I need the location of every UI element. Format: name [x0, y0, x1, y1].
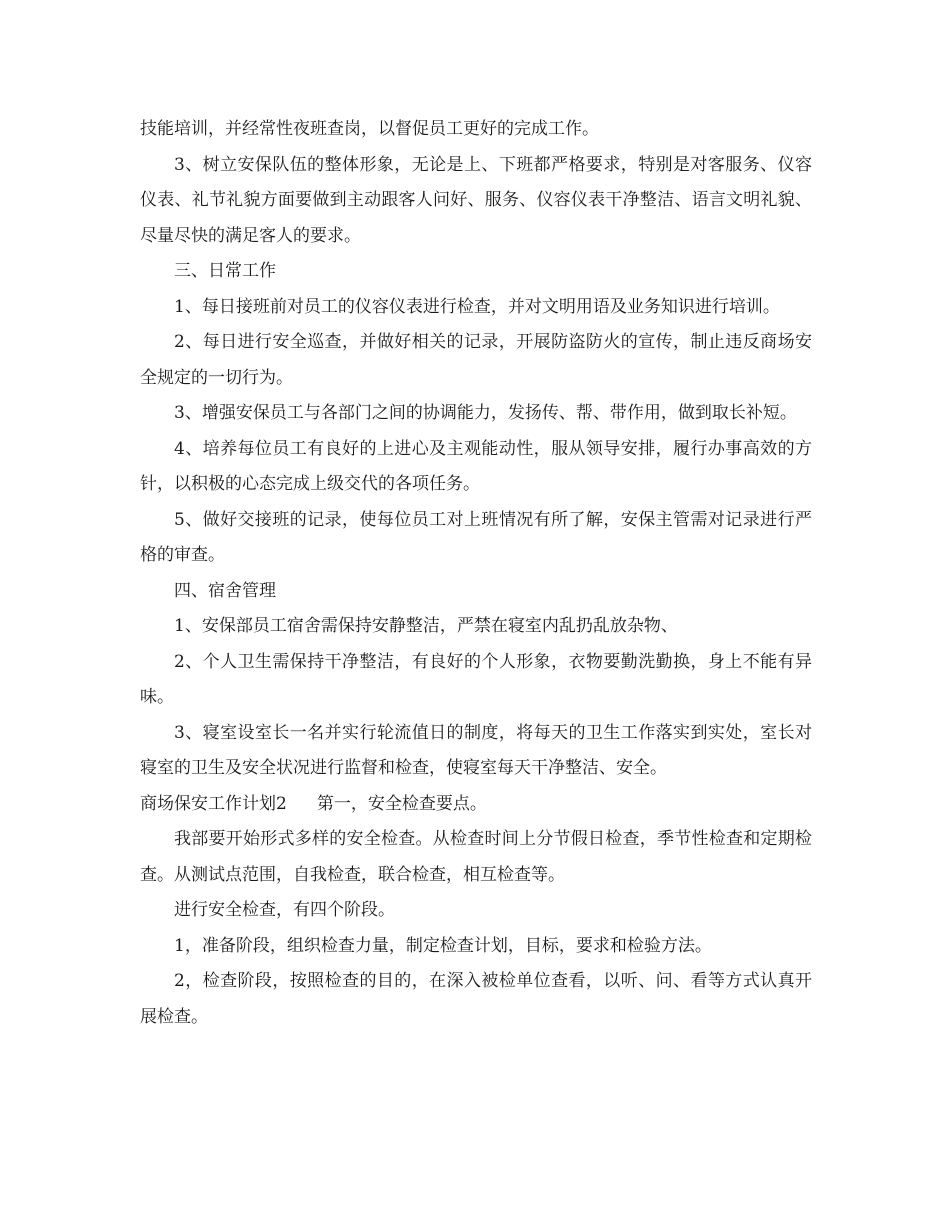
paragraph: 3、寝室设室长一名并实行轮流值日的制度，将每天的卫生工作落实到实处，室长对寝室的卫生及安全状况进行监督和检查，使寝室每天干净整洁、安全。	[140, 722, 812, 778]
paragraph: 技能培训，并经常性夜班查岗，以督促员工更好的完成工作。	[140, 119, 599, 139]
paragraph: 2，检查阶段，按照检查的目的，在深入被检单位查看，以听、问、看等方式认真开展检查。	[140, 971, 812, 1027]
paragraph: 1、每日接班前对员工的仪容仪表进行检查，并对文明用语及业务知识进行培训。	[174, 296, 780, 317]
paragraph: 2、每日进行安全巡查，并做好相关的记录，开展防盗防火的宣传，制止违反商场安全规定的一切行为。	[140, 332, 812, 388]
paragraphs-after	[140, 822, 812, 1035]
paragraph: 2、个人卫生需保持干净整洁，有良好的个人形象，衣物要勤洗勤换，身上不能有异味。	[140, 651, 812, 707]
document-body	[140, 112, 812, 1035]
paragraph: 进行安全检查，有四个阶段。	[174, 900, 395, 920]
paragraphs-before	[140, 112, 812, 787]
paragraph: 1、安保部员工宿舍需保持安静整洁，严禁在寝室内乱扔乱放杂物、	[174, 616, 678, 636]
plan-heading-line	[140, 787, 812, 823]
paragraph: 四、宿舍管理	[174, 580, 276, 601]
paragraph: 5、做好交接班的记录，使每位员工对上班情况有所了解，安保主管需对记录进行严格的审查。	[140, 509, 812, 565]
plan-first-point: 第一，安全检查要点。	[316, 793, 487, 814]
paragraph: 4、培养每位员工有良好的上进心及主观能动性，服从领导安排，履行办事高效的方针，以积极的心态完成上级交代的各项任务。	[140, 438, 812, 494]
paragraph: 我部要开始形式多样的安全检查。从检查时间上分节假日检查，季节性检查和定期检查。从测试点范围，自我检查，联合检查，相互检查等。	[140, 829, 812, 885]
paragraph: 3、增强安保员工与各部门之间的协调能力，发扬传、帮、带作用，做到取长补短。	[174, 403, 797, 423]
paragraph: 1，准备阶段，组织检查力量，制定检查计划，目标，要求和检验方法。	[174, 935, 712, 956]
plan-title: 商场保安工作计划2	[140, 793, 287, 814]
paragraph: 3、树立安保队伍的整体形象，无论是上、下班都严格要求，特别是对客服务、仪容仪表、礼节礼貌方面要做到主动跟客人问好、服务、仪容仪表干净整洁、语言文明礼貌、尽量尽快的满足客人的要求。	[140, 154, 812, 246]
paragraph: 三、日常工作	[174, 261, 276, 281]
